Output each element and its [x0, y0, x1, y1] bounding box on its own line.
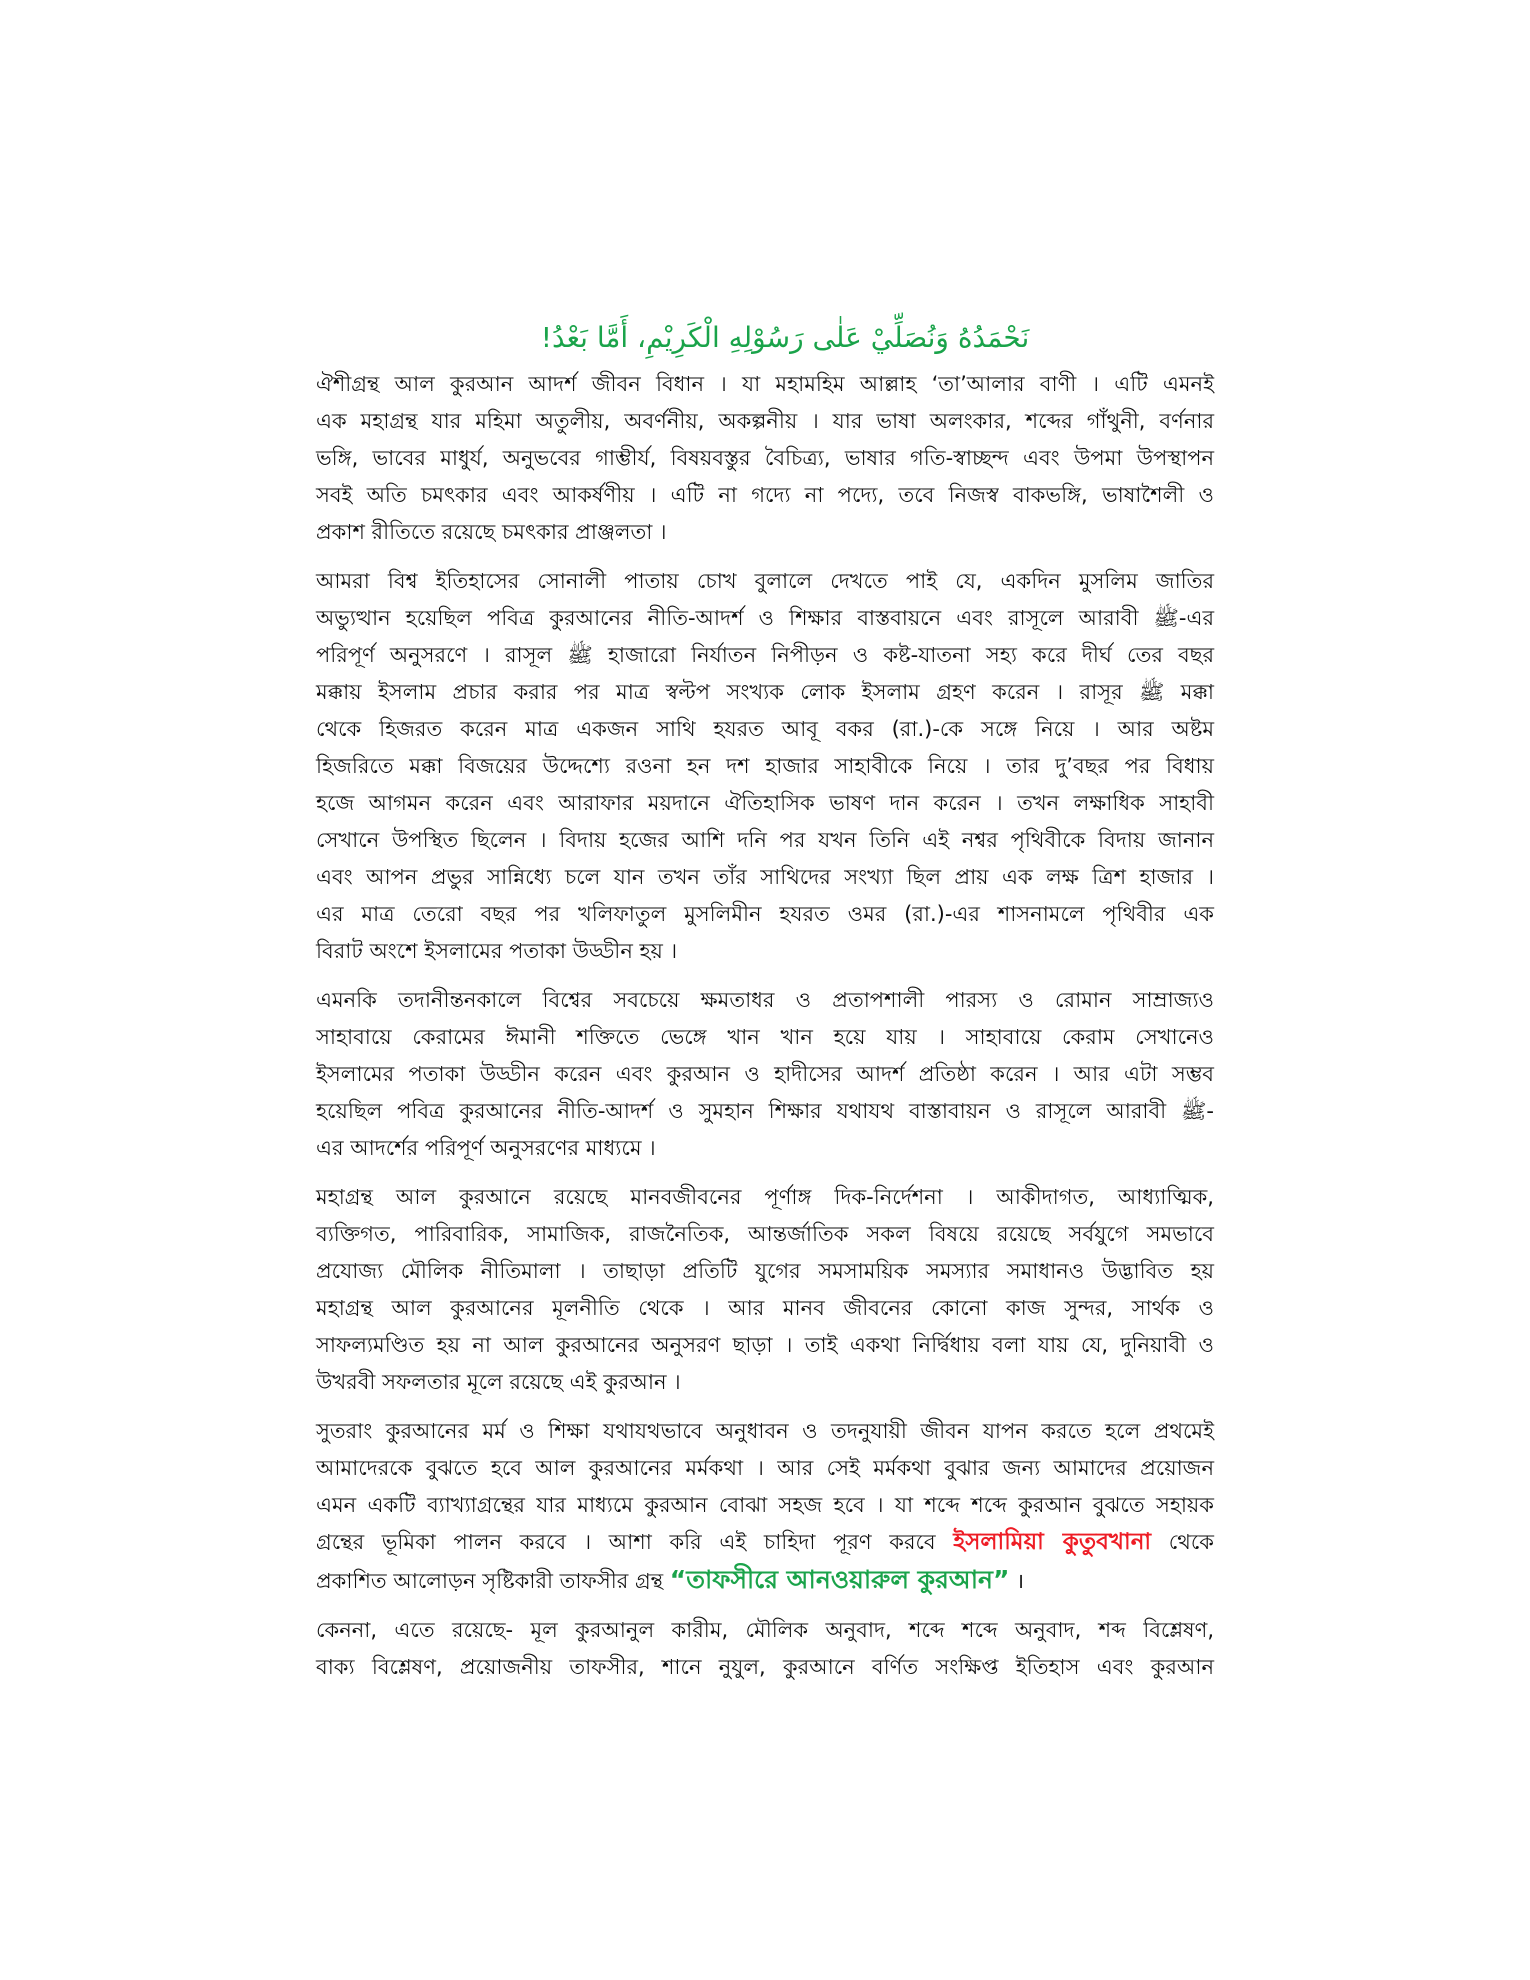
book-title-highlight: “তাফসীরে আনওয়ারুল কুরআন” [669, 1565, 1010, 1594]
text-line: উখরবী সফলতার মূলে রয়েছে এই কুরআন । [316, 1370, 681, 1394]
text-line: এক মহাগ্রন্থ যার মহিমা অতুলীয়, অবর্ণনীয়, অকল্পনীয় । যার ভাষা অলংকার, শব্দের গাঁথুনী, বর্ণনার [316, 409, 1214, 433]
text-line: সবই অতি চমৎকার এবং আকর্ষণীয় । এটি না গদ্যে না পদ্যে, তবে নিজস্ব বাকভঙ্গি, ভাষাশৈলী ও [316, 483, 1214, 507]
text-line: প্রযোজ্য মৌলিক নীতিমালা । তাছাড়া প্রতিটি যুগের সমসাময়িক সমস্যার সমাধানও উদ্ভাবিত হয় [316, 1259, 1214, 1283]
text-line: ভঙ্গি, ভাবের মাধুর্য, অনুভবের গাম্ভীর্য, বিষয়বস্তুর বৈচিত্র্য, ভাষার গতি-স্বাচ্ছন্দ এবং উপমা উপস্থাপন [316, 446, 1214, 470]
text-line: প্রকাশ রীতিতে রয়েছে চমৎকার প্রাঞ্জলতা । [316, 520, 667, 544]
text-line: আমরা বিশ্ব ইতিহাসের সোনালী পাতায় চোখ বুলালে দেখতে পাই যে, একদিন মুসলিম জাতির [316, 569, 1214, 593]
text-line: হিজরিতে মক্কা বিজয়ের উদ্দেশ্যে রওনা হন দশ হাজার সাহাবীকে নিয়ে । তার দু’বছর পর বিধায় [316, 754, 1214, 778]
text-line: সাহাবায়ে কেরামের ঈমানী শক্তিতে ভেঙ্গে খান খান হয়ে যায় । সাহাবায়ে কেরাম সেখানেও [316, 1025, 1214, 1049]
text-line: আমাদেরকে বুঝতে হবে আল কুরআনের মর্মকথা । আর সেই মর্মকথা বুঝার জন্য আমাদের প্রয়োজন [316, 1456, 1214, 1480]
text-line: ব্যক্তিগত, পারিবারিক, সামাজিক, রাজনৈতিক, আন্তর্জাতিক সকল বিষয়ে রয়েছে সর্বযুগে সমভাবে [316, 1222, 1214, 1246]
arabic-salutation-heading: نَحْمَدُهُ وَنُصَلِّيْ عَلٰى رَسُوْلِهِ الْكَرِيْمِ، أَمَّا بَعْدُ! [540, 321, 1030, 354]
text-fragment: গ্রন্থের ভূমিকা পালন করবে । আশা করি এই চাহিদা পূরণ করবে [316, 1530, 954, 1554]
text-line: বাক্য বিশ্লেষণ, প্রয়োজনীয় তাফসীর, শানে নুযুল, কুরআনে বর্ণিত সংক্ষিপ্ত ইতিহাস এবং কুরআন [316, 1655, 1214, 1679]
paragraph-guidance [316, 1179, 1214, 1401]
text-line: এর আদর্শের পরিপূর্ণ অনুসরণের মাধ্যমে । [316, 1136, 656, 1160]
text-line [316, 1524, 1214, 1561]
text-line: অভ্যুত্থান হয়েছিল পবিত্র কুরআনের নীতি-আদর্শ ও শিক্ষার বাস্তবায়নে এবং রাসূলে আরাবী ﷺ-এর [316, 606, 1214, 630]
paragraph-empires [316, 982, 1214, 1167]
text-line: হয়েছিল পবিত্র কুরআনের নীতি-আদর্শ ও সুমহান শিক্ষার যথাযথ বাস্তাবায়ন ও রাসূলে আরাবী ﷺ- [316, 1099, 1214, 1123]
text-line: সেখানে উপস্থিত ছিলেন । বিদায় হজের আশি দনি পর যখন তিনি এই নশ্বর পৃথিবীকে বিদায় জানান [316, 828, 1214, 852]
text-line: মহাগ্রন্থ আল কুরআনের মূলনীতি থেকে । আর মানব জীবনের কোনো কাজ সুন্দর, সার্থক ও [316, 1296, 1214, 1320]
text-line: এমন একটি ব্যাখ্যাগ্রন্থের যার মাধ্যমে কুরআন বোঝা সহজ হবে । যা শব্দে শব্দে কুরআন বুঝতে সহায়ক [316, 1493, 1214, 1517]
text-line: মক্কায় ইসলাম প্রচার করার পর মাত্র স্বল্টপ সংখ্যক লোক ইসলাম গ্রহণ করেন । রাসূর ﷺ মক্কা [316, 680, 1214, 704]
text-line: সুতরাং কুরআনের মর্ম ও শিক্ষা যথাযথভাবে অনুধাবন ও তদনুযায়ী জীবন যাপন করতে হলে প্রথমেই [316, 1419, 1214, 1443]
text-line: এমনকি তদানীন্তনকালে বিশ্বের সবচেয়ে ক্ষমতাধর ও প্রতাপশালী পারস্য ও রোমান সাম্রাজ্যও [316, 988, 1214, 1012]
text-line: হজে আগমন করেন এবং আরাফার ময়দানে ঐতিহাসিক ভাষণ দান করেন । তখন লক্ষাধিক সাহাবী [316, 791, 1214, 815]
publisher-name-highlight: ইসলামিয়া কুতুবখানা [953, 1529, 1152, 1555]
text-line: কেননা, এতে রয়েছে- মূল কুরআনুল কারীম, মৌলিক অনুবাদ, শব্দে শব্দে অনুবাদ, শব্দ বিশ্লেষণ, [316, 1618, 1214, 1642]
text-fragment: থেকে [1151, 1530, 1214, 1554]
text-line [316, 1561, 1214, 1600]
document-page [316, 318, 1214, 1698]
text-fragment: প্রকাশিত আলোড়ন সৃষ্টিকারী তাফসীর গ্রন্থ [316, 1569, 670, 1593]
text-line: থেকে হিজরত করেন মাত্র একজন সাথি হযরত আবূ বকর (রা.)-কে সঙ্গে নিয়ে । আর অষ্টম [316, 717, 1214, 741]
text-line: এবং আপন প্রভুর সান্নিধ্যে চলে যান তখন তাঁর সাথিদের সংখ্যা ছিল প্রায় এক লক্ষ ত্রিশ হাজার । [316, 865, 1214, 889]
text-line: মহাগ্রন্থ আল কুরআনে রয়েছে মানবজীবনের পূর্ণাঙ্গ দিক-নির্দেশনা । আকীদাগত, আধ্যাত্মিক, [316, 1185, 1214, 1209]
text-line: এর মাত্র তেরো বছর পর খলিফাতুল মুসলিমীন হযরত ওমর (রা.)-এর শাসনামলে পৃথিবীর এক [316, 902, 1214, 926]
paragraph-tafsir [316, 1413, 1214, 1600]
paragraph-contents [316, 1612, 1214, 1686]
text-line: পরিপূর্ণ অনুসরণে । রাসূল ﷺ হাজারো নির্যাতন নিপীড়ন ও কষ্ট-যাতনা সহ্য করে দীর্ঘ তের বছর [316, 643, 1214, 667]
text-line: ইসলামের পতাকা উড্ডীন করেন এবং কুরআন ও হাদীসের আদর্শ প্রতিষ্ঠা করেন । আর এটা সম্ভব [316, 1062, 1214, 1086]
text-line: বিরাট অংশে ইসলামের পতাকা উড্ডীন হয় । [316, 939, 678, 963]
text-line: ঐশীগ্রন্থ আল কুরআন আদর্শ জীবন বিধান । যা মহামহিম আল্লাহ ‘তা’আলার বাণী । এটি এমনই [316, 372, 1214, 396]
text-fragment: । [1009, 1569, 1025, 1593]
paragraph-history [316, 563, 1214, 970]
paragraph-intro [316, 366, 1214, 551]
text-line: সাফল্যমণ্ডিত হয় না আল কুরআনের অনুসরণ ছাড়া । তাই একথা নির্দ্বিধায় বলা যায় যে, দুনিয়াবী ও [316, 1333, 1214, 1357]
